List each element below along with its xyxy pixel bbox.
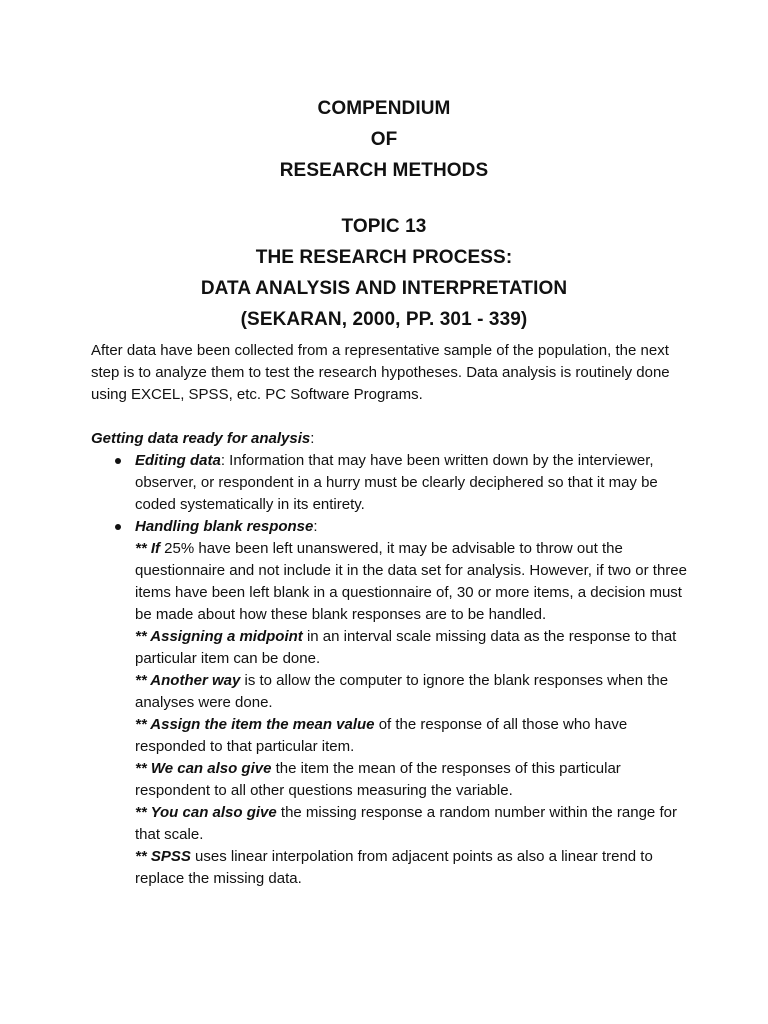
blank-item [135, 846, 691, 890]
blank-item-lead: ** Assign the item the mean value [135, 716, 375, 733]
blank-item-text: in an interval scale missing data as the response to that particular item can be done. [135, 628, 677, 667]
blank-item-text: 25% have been left unanswered, it may be advisable to throw out the questionnaire and not include it in the data set for analysis. However, if two or three items have been left blank in a questionnaire of, 30 or more items, a decision must be made about how these blank responses are to be handled. [135, 540, 687, 623]
blank-item [135, 626, 691, 670]
editing-data-text: : Information that may have been written down by the interviewer, observer, or respondent in a hurry must be clearly deciphered so that it may be coded systematically in its entirety. [135, 452, 658, 513]
section-heading [91, 428, 314, 450]
handling-blank-label: Handling blank response [135, 518, 314, 535]
blank-item [135, 758, 691, 802]
blank-item [135, 538, 691, 626]
topic-line-1: TOPIC 13 [341, 216, 427, 237]
blank-item [135, 670, 691, 714]
blank-item-text: the missing response a random number within the range for that scale. [135, 804, 677, 843]
topic-line-2: THE RESEARCH PROCESS: [255, 247, 513, 268]
blank-item-text: uses linear interpolation from adjacent points as also a linear trend to replace the missing data. [135, 848, 653, 887]
compendium-title [0, 93, 768, 186]
topic-title [0, 211, 768, 335]
blank-item [135, 714, 691, 758]
intro-paragraph: After data have been collected from a representative sample of the population, the next step is to analyze them to test the research hypotheses. Data analysis is routinely done using EXCEL, SPSS, etc. PC Software Programs. [91, 342, 670, 403]
blank-item-lead: ** Assigning a midpoint [135, 628, 303, 645]
section-heading-text: Getting data ready for analysis [91, 430, 311, 447]
blank-item-text: of the response of all those who have responded to that particular item. [135, 716, 628, 755]
bullet-list [91, 450, 691, 890]
topic-line-4: (SEKARAN, 2000, PP. 301 - 339) [240, 309, 528, 330]
topic-line-3: DATA ANALYSIS AND INTERPRETATION [200, 278, 568, 299]
blank-item-lead: ** SPSS [135, 848, 191, 865]
bullet-dot-icon [115, 524, 121, 530]
blank-item-text: the item the mean of the responses of this particular respondent to all other questions measuring the variable. [135, 760, 621, 799]
bullet-editing-data [91, 450, 691, 516]
handling-blank-colon: : [313, 518, 318, 535]
blank-item-lead: ** We can also give [135, 760, 272, 777]
blank-item-lead: ** If [135, 540, 161, 557]
blank-item-lead: ** Another way [135, 672, 241, 689]
editing-data-label: Editing data [135, 452, 221, 469]
title-line-1: COMPENDIUM [317, 98, 451, 119]
title-line-3: RESEARCH METHODS [279, 160, 489, 181]
bullet-handling-blank [91, 516, 691, 890]
blank-item-lead: ** You can also give [135, 804, 277, 821]
section-heading-colon: : [310, 430, 315, 447]
title-line-2: OF [370, 129, 398, 150]
bullet-dot-icon [115, 458, 121, 464]
blank-item-text: is to allow the computer to ignore the blank responses when the analyses were done. [135, 672, 669, 711]
blank-item [135, 802, 691, 846]
